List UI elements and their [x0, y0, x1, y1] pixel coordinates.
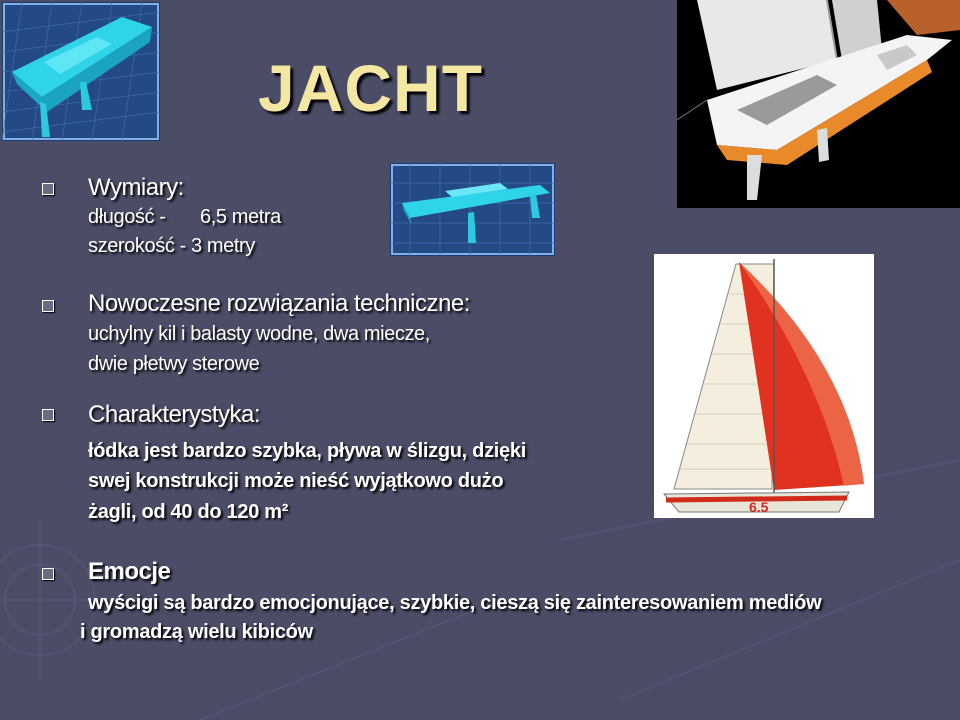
section-heading-emocje: Emocje [88, 558, 171, 585]
section-line: długość - [88, 206, 166, 228]
hull-render-small [390, 163, 555, 256]
hull-render-large [2, 2, 160, 141]
section-line: swej konstrukcji może nieść wyjątkowo dużo [88, 470, 504, 492]
section-heading-wymiary: Wymiary: [88, 174, 184, 201]
section-line: wyścigi są bardzo emocjonujące, szybkie, cieszą się zainteresowaniem mediów [88, 592, 822, 614]
section-line: szerokość - 3 metry [88, 235, 255, 257]
section-line: uchylny kil i balasty wodne, dwa miecze, [88, 323, 430, 345]
bullet-icon [42, 409, 54, 421]
section-line: łódka jest bardzo szybka, pływa w ślizgu, dzięki [88, 440, 526, 462]
bullet-icon [42, 183, 54, 195]
yacht-photo [677, 0, 960, 208]
section-line: dwie płetwy sterowe [88, 353, 260, 375]
section-line: żagli, od 40 do 120 m² [88, 501, 289, 523]
hull-number: 6.5 [749, 499, 769, 515]
section-heading-charakterystyka: Charakterystyka: [88, 401, 261, 428]
section-line: i gromadzą wielu kibiców [80, 621, 313, 643]
bullet-icon [42, 568, 54, 580]
sail-plan [654, 254, 874, 518]
section-line: 6,5 metra [200, 206, 281, 228]
slide-title: JACHT [258, 51, 484, 125]
section-heading-rozwiazania: Nowoczesne rozwiązania techniczne: [88, 290, 470, 317]
bullet-icon [42, 300, 54, 312]
